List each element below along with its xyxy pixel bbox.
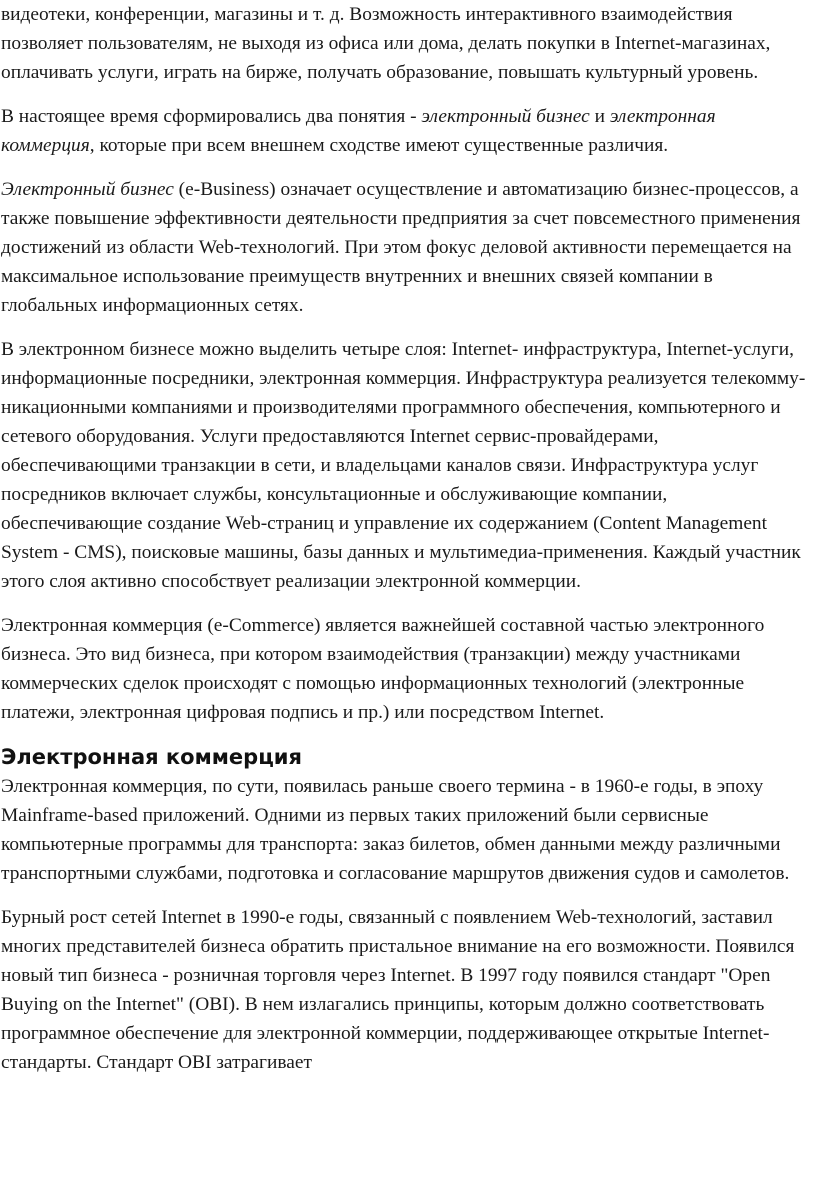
term-electronic-business: электронный бизнес xyxy=(421,106,590,127)
section-heading: Электронная коммерция xyxy=(1,745,302,769)
term-electronic-commerce: электронная коммерция xyxy=(1,106,716,156)
text-run: и xyxy=(589,106,610,127)
paragraph-four-layers: В электронном бизнесе можно выделить четыре слоя: Internet- инфраструктура, Internet-услуги, информационные посредники, электронная коммерция. Инфраструктура реализуется телекомму- никационными компаниями и производителями программного обеспечения, компьютерного и сетевого оборудования. Услуги предоставляются Internet сервис-провайдерами, обеспечивающими транзакции в сети, и владельцами каналов связи. Инфраструктура услуг посредников включает службы, консультационные и обслуживающие компании, обеспечивающие создание Web-страниц и управление их содержанием (Content Management System - CMS), поисковые машины, базы данных и мультимедиа-применения. Каждый участник этого слоя активно способствует реализации электронной коммерции. xyxy=(1,339,806,592)
term-electronic-business-lead: Электронный бизнес xyxy=(1,179,174,200)
paragraph-internet-growth: Бурный рост сетей Internet в 1990-е годы, связанный с появлением Web-технологий, заставил многих представителей бизнеса обратить пристальное внимание на его возможности. Появился новый тип бизнеса - розничная торговля через Internet. В 1997 году появился стандарт "Open Buying on the Internet" (OBI). В нем излагались принципы, которым должно соответствовать программное обеспечение для электронной коммерции, поддерживающее открытые Internet-стандарты. Стандарт OBI затрагивает xyxy=(1,907,795,1073)
text-run: , которые при всем внешнем сходстве имеют существенные различия. xyxy=(89,135,669,156)
paragraph-e-business-definition xyxy=(1,175,810,320)
paragraph-e-commerce-definition: Электронная коммерция (e-Commerce) является важнейшей составной частью электронного бизнеса. Это вид бизнеса, при котором взаимодействия (транзакции) между участниками коммерческих сделок происходят с помощью информационных технологий (электронные платежи, электронная цифровая подпись и пр.) или посредством Internet. xyxy=(1,615,765,723)
text-run: В настоящее время сформировались два понятия - xyxy=(1,106,422,127)
paragraph-e-commerce-history: Электронная коммерция, по сути, появилась раньше своего термина - в 1960-е годы, в эпоху Mainframe-based приложений. Одними из первых таких приложений были сервисные компьютерные программы для транспорта: заказ билетов, обмен данными между различными транспортными службами, подготовка и согласование маршрутов движения судов и самолетов. xyxy=(1,776,790,884)
text-run: (e-Business) означает осуществление и автоматизацию бизнес-процессов, а также повышение эффективности деятельности предприятия за счет повсеместного применения достижений из области Web-технологий. При этом фокус деловой активности перемещается на максимальное использование преимуществ внутренних и внешних связей компании в глобальных информационных сетях. xyxy=(1,179,801,316)
paragraph-two-concepts xyxy=(1,102,810,160)
paragraph-intro-continuation: видеотеки, конференции, магазины и т. д. Возможность интерактивного взаимодействия позволяет пользователям, не выходя из офиса или дома, делать покупки в Internet-магазинах, оплачивать услуги, играть на бирже, получать образование, повышать культурный уровень. xyxy=(1,4,771,83)
